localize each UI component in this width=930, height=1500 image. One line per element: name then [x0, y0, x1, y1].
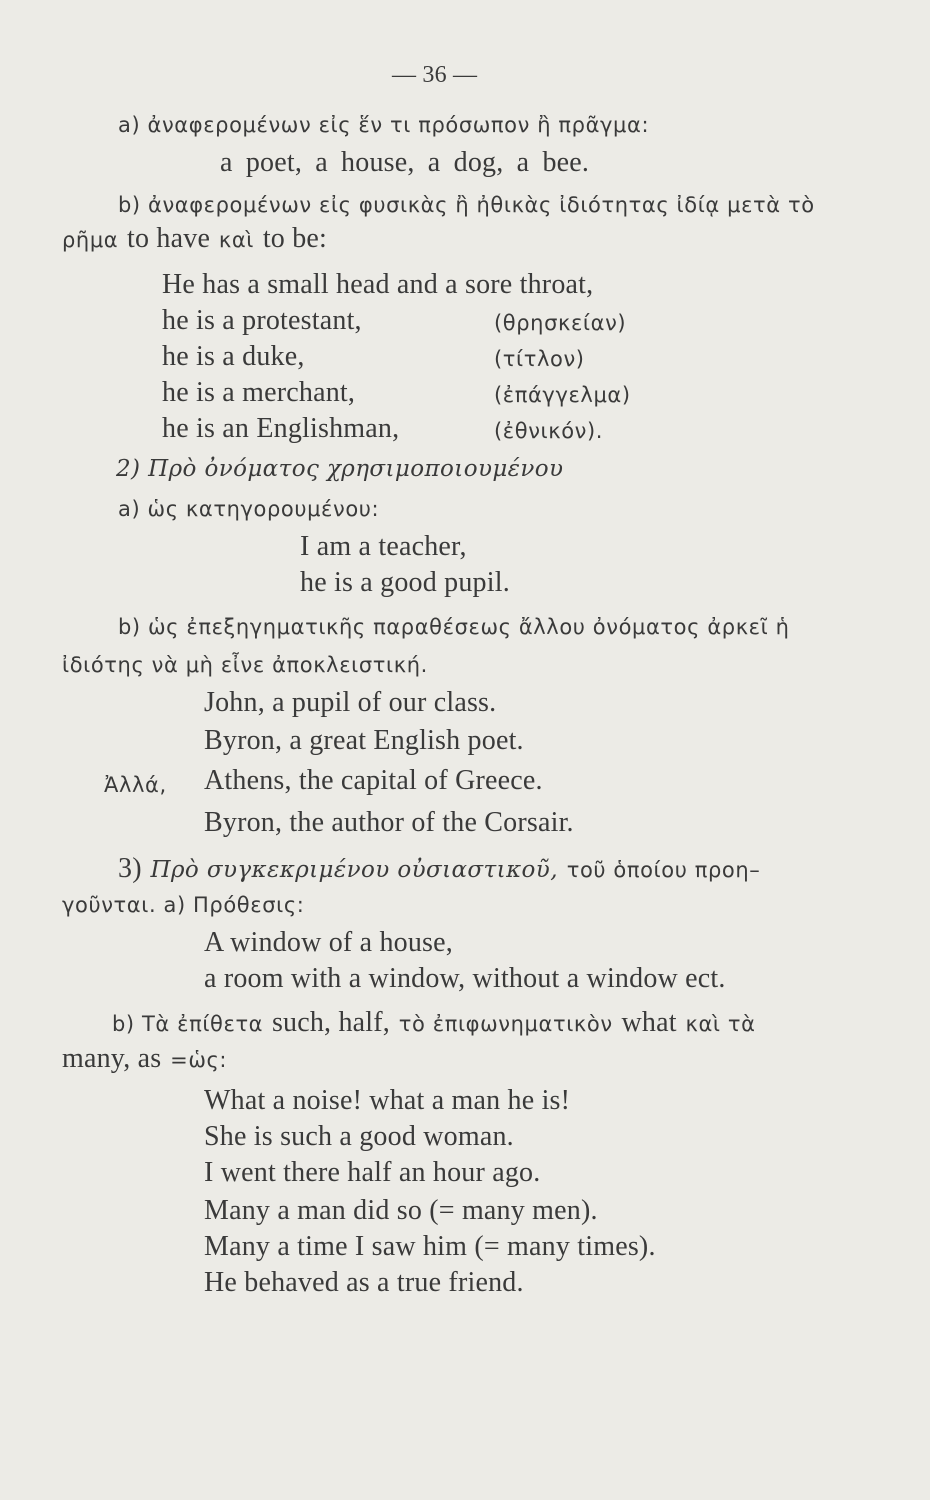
text-line: ἰδιότης νὰ μὴ εἶνε ἀποκλειστική. — [62, 653, 428, 677]
section-heading: 2) Πρὸ ὀνόματος χρησιμοποιουμένου — [116, 456, 564, 482]
text-line: he is a duke, — [162, 341, 305, 372]
page-number: — 36 — — [392, 62, 478, 88]
text-span: such, half, — [271, 1007, 390, 1038]
text-line: Byron, a great English poet. — [204, 725, 524, 756]
text-line: A window of a house, — [204, 927, 453, 958]
text-line: a) ὡς κατηγορουμένου: — [118, 497, 380, 521]
annotation: (θρησκείαν) — [494, 311, 627, 335]
text-line: I am a teacher, — [300, 531, 467, 562]
text-line: Many a man did so (= many men). — [204, 1195, 598, 1226]
text-line — [62, 1042, 227, 1077]
text-line: he is a merchant, — [162, 377, 356, 408]
text-line: he is a protestant, — [162, 305, 362, 336]
text-line: Athens, the capital of Greece. — [204, 765, 543, 796]
text-line: he is an Englishman, — [162, 413, 400, 444]
text-line: he is a good pupil. — [300, 567, 510, 598]
text-span: ρῆμα — [62, 228, 119, 252]
text-span: many, as — [62, 1043, 162, 1074]
text-line: What a noise! what a man he is! — [204, 1085, 571, 1116]
annotation: (τίτλον) — [494, 347, 585, 371]
text-line: a room with a window, without a window ect. — [204, 963, 726, 994]
text-span: to have — [127, 223, 211, 254]
text-line: a poet, a house, a dog, a bee. — [220, 147, 590, 178]
text-line: a) ἀναφερομένων εἰς ἕν τι πρόσωπον ἢ πρᾶγμα: — [118, 113, 650, 137]
text-line: γοῦνται. a) Πρόθεσις: — [62, 893, 305, 917]
text-span: to be: — [262, 223, 328, 254]
text-span: τὸ ἐπιφωνηματικὸν — [398, 1012, 613, 1036]
text-line: Byron, the author of the Corsair. — [204, 807, 574, 838]
text-span: what — [621, 1007, 677, 1038]
text-span: καὶ τὰ — [685, 1012, 756, 1036]
text-line: He has a small head and a sore throat, — [162, 269, 594, 300]
text-span: b) Τὰ ἐπίθετα — [112, 1012, 264, 1036]
text-line: Many a time I saw him (= many times). — [204, 1231, 656, 1262]
section-heading — [118, 852, 760, 887]
text-span: 3) — [118, 853, 142, 884]
text-line: John, a pupil of our class. — [204, 687, 497, 718]
text-span: καὶ — [218, 228, 255, 252]
text-line: He behaved as a true friend. — [204, 1267, 524, 1298]
text-span: =ὡς: — [170, 1048, 228, 1072]
text-line: b) ὡς ἐπεξηγηματικῆς παραθέσεως ἄλλου ὀνόματος ἀρκεῖ ἡ — [118, 615, 790, 639]
text-line: She is such a good woman. — [204, 1121, 514, 1152]
text-span: τοῦ ὁποίου προη– — [566, 858, 761, 882]
text-span: Ἀλλά, — [104, 773, 167, 797]
text-line: I went there half an hour ago. — [204, 1157, 541, 1188]
text-line: b) ἀναφερομένων εἰς φυσικὰς ἢ ἠθικὰς ἰδιότητας ἰδίᾳ μετὰ τὸ — [118, 193, 815, 217]
text-span: Πρὸ συγκεκριμένου οὐσιαστικοῦ, — [150, 857, 558, 883]
annotation: (ἐπάγγελμα) — [494, 383, 631, 407]
annotation: (ἐθνικόν). — [494, 419, 604, 443]
text-line — [62, 222, 327, 257]
text-line — [112, 1006, 756, 1041]
